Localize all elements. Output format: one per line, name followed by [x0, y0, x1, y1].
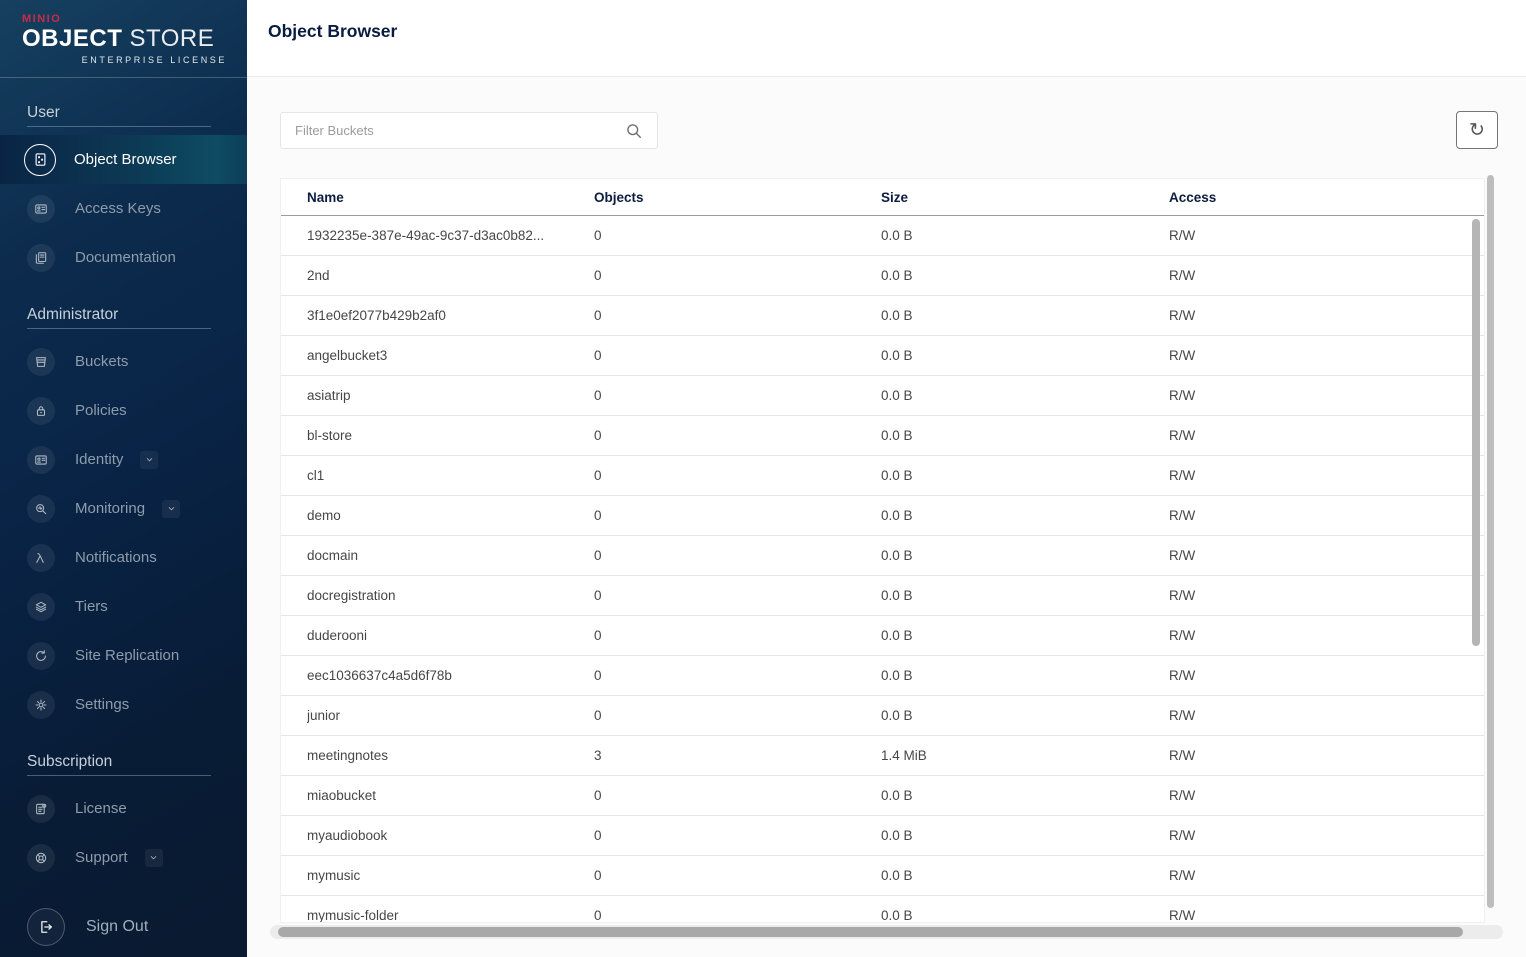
section-label: Administrator [27, 306, 119, 323]
column-header-access: Access [1169, 189, 1217, 205]
sidebar-item-label: Buckets [75, 353, 129, 370]
filter-buckets-input[interactable] [281, 123, 624, 138]
sidebar-item-monitoring[interactable] [0, 484, 247, 533]
main-area [247, 0, 1526, 957]
sidebar-item-buckets[interactable] [0, 337, 247, 386]
cell-objects: 0 [594, 508, 602, 523]
cell-size: 0.0 B [881, 548, 913, 563]
cell-objects: 0 [594, 268, 602, 283]
cell-name: myaudiobook [307, 828, 388, 843]
cell-objects: 0 [594, 548, 602, 563]
cell-name: cl1 [307, 468, 325, 483]
table-row[interactable] [281, 816, 1484, 856]
cell-size: 0.0 B [881, 828, 913, 843]
table-row[interactable] [281, 616, 1484, 656]
cell-access: R/W [1169, 668, 1196, 683]
cell-size: 0.0 B [881, 908, 913, 923]
cell-size: 0.0 B [881, 788, 913, 803]
tiers-icon [27, 593, 55, 621]
cell-name: docregistration [307, 588, 396, 603]
sidebar-item-label: Object Browser [74, 151, 177, 168]
settings-icon [27, 691, 55, 719]
chevron-down-icon[interactable] [162, 500, 180, 518]
cell-access: R/W [1169, 308, 1196, 323]
sidebar [0, 0, 247, 957]
cell-size: 0.0 B [881, 668, 913, 683]
sign-out-button[interactable] [0, 900, 247, 954]
cell-objects: 0 [594, 908, 602, 923]
cell-access: R/W [1169, 588, 1196, 603]
support-icon [27, 844, 55, 872]
sidebar-item-label: License [75, 800, 127, 817]
buckets-icon [27, 348, 55, 376]
sidebar-item-object-browser[interactable] [0, 135, 247, 184]
logo-title-bold: OBJECT [22, 25, 123, 52]
section-divider [27, 775, 211, 776]
column-header-objects: Objects [594, 189, 644, 205]
page-title: Object Browser [268, 20, 398, 41]
table-row[interactable] [281, 576, 1484, 616]
content-area [247, 77, 1526, 957]
cell-objects: 0 [594, 348, 602, 363]
cell-objects: 0 [594, 628, 602, 643]
horizontal-scrollbar-thumb[interactable] [278, 927, 1463, 937]
cell-objects: 3 [594, 748, 602, 763]
cell-objects: 0 [594, 868, 602, 883]
cell-objects: 0 [594, 308, 602, 323]
column-header-name: Name [307, 189, 344, 205]
table-row[interactable] [281, 736, 1484, 776]
sidebar-item-tiers[interactable] [0, 582, 247, 631]
table-row[interactable] [281, 696, 1484, 736]
cell-size: 1.4 MiB [881, 748, 927, 763]
cell-name: demo [307, 508, 341, 523]
table-body [281, 216, 1484, 923]
table-row[interactable] [281, 856, 1484, 896]
section-divider [27, 126, 211, 127]
refresh-icon: ↻ [1469, 119, 1485, 141]
cell-name: duderooni [307, 628, 368, 643]
cell-size: 0.0 B [881, 388, 913, 403]
monitoring-icon [27, 495, 55, 523]
sidebar-item-documentation[interactable] [0, 233, 247, 282]
cell-name: junior [307, 708, 341, 723]
table-row[interactable] [281, 216, 1484, 256]
cell-name: 3f1e0ef2077b429b2af0 [307, 308, 446, 323]
sidebar-item-label: Identity [75, 451, 124, 468]
sidebar-item-label: Tiers [75, 598, 108, 615]
cell-size: 0.0 B [881, 628, 913, 643]
cell-size: 0.0 B [881, 428, 913, 443]
sidebar-nav [0, 90, 247, 882]
cell-access: R/W [1169, 428, 1196, 443]
app-logo [0, 0, 247, 78]
cell-name: eec1036637c4a5d6f78b [307, 668, 452, 683]
license-icon [27, 795, 55, 823]
cell-name: docmain [307, 548, 359, 563]
cell-size: 0.0 B [881, 348, 913, 363]
table-header-row [281, 179, 1484, 216]
section-label: User [27, 104, 60, 121]
cell-size: 0.0 B [881, 228, 913, 243]
sidebar-item-label: Support [75, 849, 128, 866]
cell-size: 0.0 B [881, 588, 913, 603]
cell-access: R/W [1169, 388, 1196, 403]
documentation-icon [27, 244, 55, 272]
sidebar-item-support[interactable] [0, 833, 247, 882]
cell-objects: 0 [594, 788, 602, 803]
sidebar-item-label: Settings [75, 696, 130, 713]
sidebar-item-license[interactable] [0, 784, 247, 833]
cell-access: R/W [1169, 788, 1196, 803]
table-row[interactable] [281, 456, 1484, 496]
cell-access: R/W [1169, 908, 1196, 923]
sidebar-item-label: Documentation [75, 249, 176, 266]
sidebar-item-label: Monitoring [75, 500, 146, 517]
sidebar-item-access-keys[interactable] [0, 184, 247, 233]
cell-access: R/W [1169, 348, 1196, 363]
search-icon [624, 121, 644, 141]
logo-title [22, 25, 227, 53]
section-label: Subscription [27, 753, 113, 770]
buckets-table [280, 178, 1485, 923]
table-row[interactable] [281, 376, 1484, 416]
cell-access: R/W [1169, 628, 1196, 643]
page-header [247, 0, 1526, 77]
notifications-icon [27, 544, 55, 572]
table-row[interactable] [281, 896, 1484, 923]
sidebar-item-notifications[interactable] [0, 533, 247, 582]
cell-name: miaobucket [307, 788, 377, 803]
sidebar-item-label: Policies [75, 402, 127, 419]
cell-access: R/W [1169, 228, 1196, 243]
sidebar-item-label: Access Keys [75, 200, 161, 217]
object-browser-icon [24, 144, 56, 176]
cell-access: R/W [1169, 868, 1196, 883]
cell-size: 0.0 B [881, 708, 913, 723]
logo-brand-text: MINIO [22, 13, 62, 25]
chevron-down-icon[interactable] [145, 849, 163, 867]
section-divider [27, 328, 211, 329]
chevron-down-icon[interactable] [140, 451, 158, 469]
cell-access: R/W [1169, 708, 1196, 723]
table-scrollbar-thumb[interactable] [1472, 219, 1480, 646]
cell-access: R/W [1169, 748, 1196, 763]
table-row[interactable] [281, 296, 1484, 336]
sidebar-section-subscription [0, 739, 247, 882]
table-row[interactable] [281, 776, 1484, 816]
logo-title-light: STORE [129, 25, 215, 52]
cell-size: 0.0 B [881, 868, 913, 883]
cell-size: 0.0 B [881, 268, 913, 283]
page-vertical-scrollbar[interactable] [1487, 175, 1494, 908]
cell-objects: 0 [594, 828, 602, 843]
cell-objects: 0 [594, 388, 602, 403]
policies-icon [27, 397, 55, 425]
table-row[interactable] [281, 336, 1484, 376]
cell-access: R/W [1169, 268, 1196, 283]
cell-name: 1932235e-387e-49ac-9c37-d3ac0b82... [307, 228, 545, 243]
refresh-button[interactable] [1456, 111, 1498, 149]
sign-out-icon [27, 908, 65, 946]
sidebar-item-identity[interactable] [0, 435, 247, 484]
sidebar-section-user [0, 90, 247, 282]
cell-name: mymusic [307, 868, 361, 883]
filter-buckets-box [280, 112, 658, 149]
identity-icon [27, 446, 55, 474]
sidebar-item-label: Site Replication [75, 647, 180, 664]
sign-out-label: Sign Out [86, 918, 149, 935]
table-row[interactable] [281, 416, 1484, 456]
table-row[interactable] [281, 656, 1484, 696]
cell-objects: 0 [594, 668, 602, 683]
sidebar-item-settings[interactable] [0, 680, 247, 729]
cell-objects: 0 [594, 228, 602, 243]
cell-name: asiatrip [307, 388, 351, 403]
cell-size: 0.0 B [881, 308, 913, 323]
cell-access: R/W [1169, 548, 1196, 563]
table-row[interactable] [281, 496, 1484, 536]
access-keys-icon [27, 195, 55, 223]
cell-name: mymusic-folder [307, 908, 399, 923]
sidebar-item-site-replication[interactable] [0, 631, 247, 680]
sidebar-item-label: Notifications [75, 549, 157, 566]
sidebar-item-policies[interactable] [0, 386, 247, 435]
site-replication-icon [27, 642, 55, 670]
column-header-size: Size [881, 189, 909, 205]
cell-size: 0.0 B [881, 468, 913, 483]
cell-size: 0.0 B [881, 508, 913, 523]
cell-name: angelbucket3 [307, 348, 388, 363]
cell-access: R/W [1169, 508, 1196, 523]
cell-objects: 0 [594, 468, 602, 483]
cell-access: R/W [1169, 828, 1196, 843]
sidebar-section-administrator [0, 292, 247, 729]
cell-name: 2nd [307, 268, 330, 283]
cell-name: bl-store [307, 428, 353, 443]
logo-subtitle: ENTERPRISE LICENSE [81, 55, 227, 65]
cell-access: R/W [1169, 468, 1196, 483]
cell-objects: 0 [594, 708, 602, 723]
horizontal-scrollbar-track[interactable] [270, 925, 1503, 939]
table-row[interactable] [281, 536, 1484, 576]
table-row[interactable] [281, 256, 1484, 296]
cell-name: meetingnotes [307, 748, 389, 763]
cell-objects: 0 [594, 588, 602, 603]
cell-objects: 0 [594, 428, 602, 443]
